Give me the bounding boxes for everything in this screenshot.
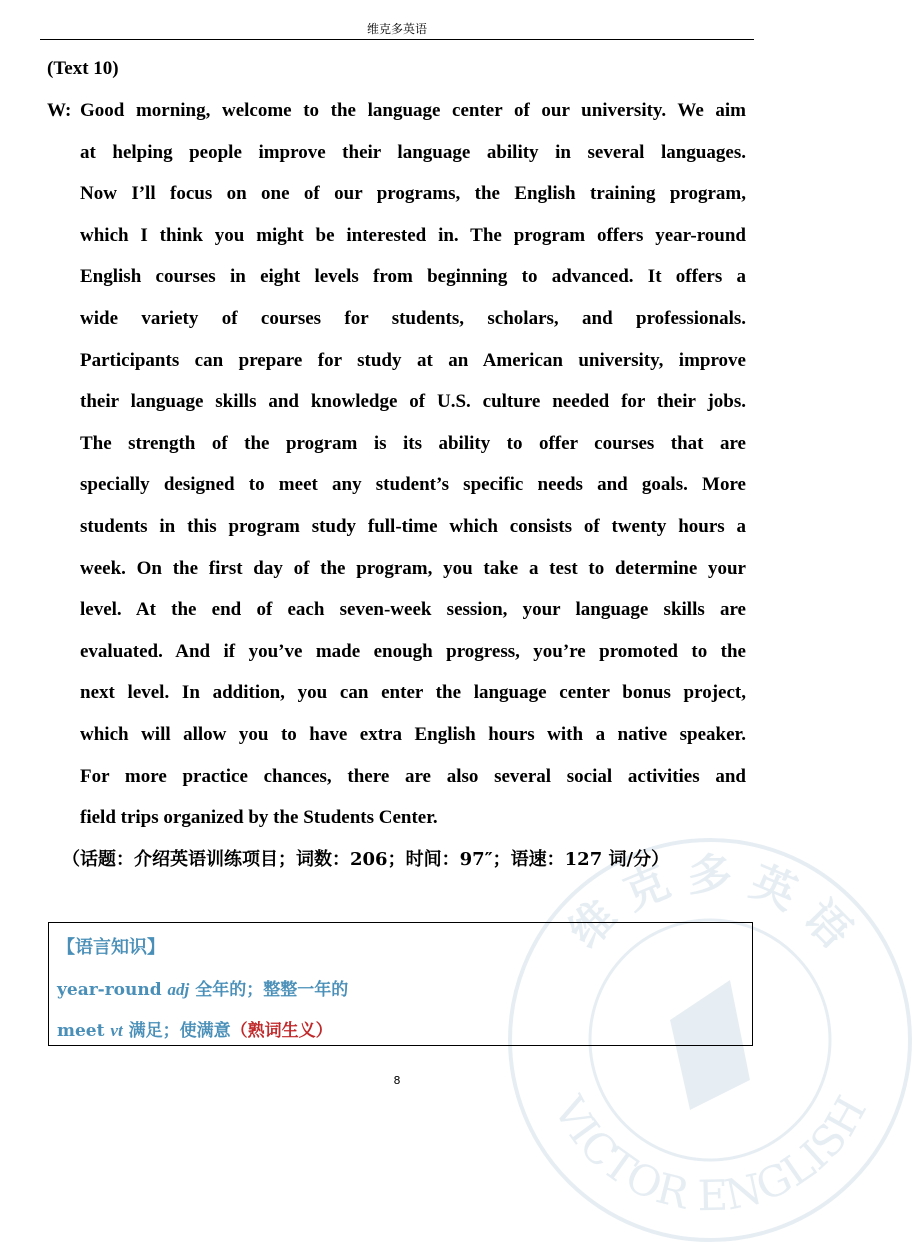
- text-number-label: (Text 10): [47, 58, 119, 79]
- passage-line: Now I’ll focus on one of our programs, the English training program,: [80, 183, 746, 205]
- passage-line: at helping people improve their language ability in several languages.: [80, 141, 746, 163]
- knowledge-title: 【语言知识】: [57, 937, 165, 958]
- passage-line: next level. In addition, you can enter the language center bonus project,: [80, 682, 746, 704]
- passage-summary: （话题：介绍英语训练项目；词数：206；时间：97″；语速：127 词/分）: [62, 849, 670, 870]
- passage-line: field trips organized by the Students Center.: [80, 807, 438, 829]
- header-divider: [40, 39, 754, 40]
- vocab-word: year-round: [57, 980, 162, 1000]
- passage-line: wide variety of courses for students, scholars, and professionals.: [80, 307, 746, 329]
- passage-line: their language skills and knowledge of U.S. culture needed for their jobs.: [80, 391, 746, 413]
- passage-line: week. On the first day of the program, you take a test to determine your: [80, 557, 746, 579]
- passage-line: Participants can prepare for study at an American university, improve: [80, 349, 746, 371]
- seal-bottom-text: VICTOR ENGLISH: [544, 1087, 877, 1221]
- passage-line: which I think you might be interested in. The program offers year-round: [80, 224, 746, 246]
- vocab-part-of-speech: adj: [167, 980, 190, 999]
- header-title: 维克多英语: [366, 22, 427, 36]
- language-knowledge-box: [48, 922, 753, 1046]
- passage-line: evaluated. And if you’ve made enough progress, you’re promoted to the: [80, 640, 746, 662]
- passage-line: level. At the end of each seven-week session, your language skills are: [80, 599, 746, 621]
- vocab-meaning: 满足；使满意: [128, 1021, 231, 1041]
- vocab-entry: [57, 975, 348, 1000]
- vocab-meaning: 全年的；整整一年的: [195, 980, 349, 1000]
- passage-line: which will allow you to have extra English hours with a native speaker.: [80, 723, 746, 745]
- passage-line: specially designed to meet any student’s specific needs and goals. More: [80, 474, 746, 496]
- passage-line: Good morning, welcome to the language center of our university. We aim: [80, 100, 746, 121]
- passage-line: English courses in eight levels from beginning to advanced. It offers a: [80, 266, 746, 288]
- vocab-word: meet: [57, 1021, 105, 1041]
- seal-top-text: 维 克 多 英 语: [559, 850, 861, 958]
- passage-line: The strength of the program is its ability to offer courses that are: [80, 432, 746, 454]
- passage-line: For more practice chances, there are also several social activities and: [80, 765, 746, 787]
- vocab-entry: [57, 1016, 333, 1041]
- passage-line: students in this program study full-time which consists of twenty hours a: [80, 515, 746, 537]
- svg-text:VICTOR ENGLISH: [544, 1087, 876, 1220]
- vocab-note: （熟词生义）: [230, 1021, 333, 1041]
- speaker-label: W:: [47, 100, 72, 121]
- passage-body: [80, 97, 746, 846]
- page-number: 8: [393, 1074, 401, 1087]
- vocab-part-of-speech: vt: [110, 1021, 123, 1040]
